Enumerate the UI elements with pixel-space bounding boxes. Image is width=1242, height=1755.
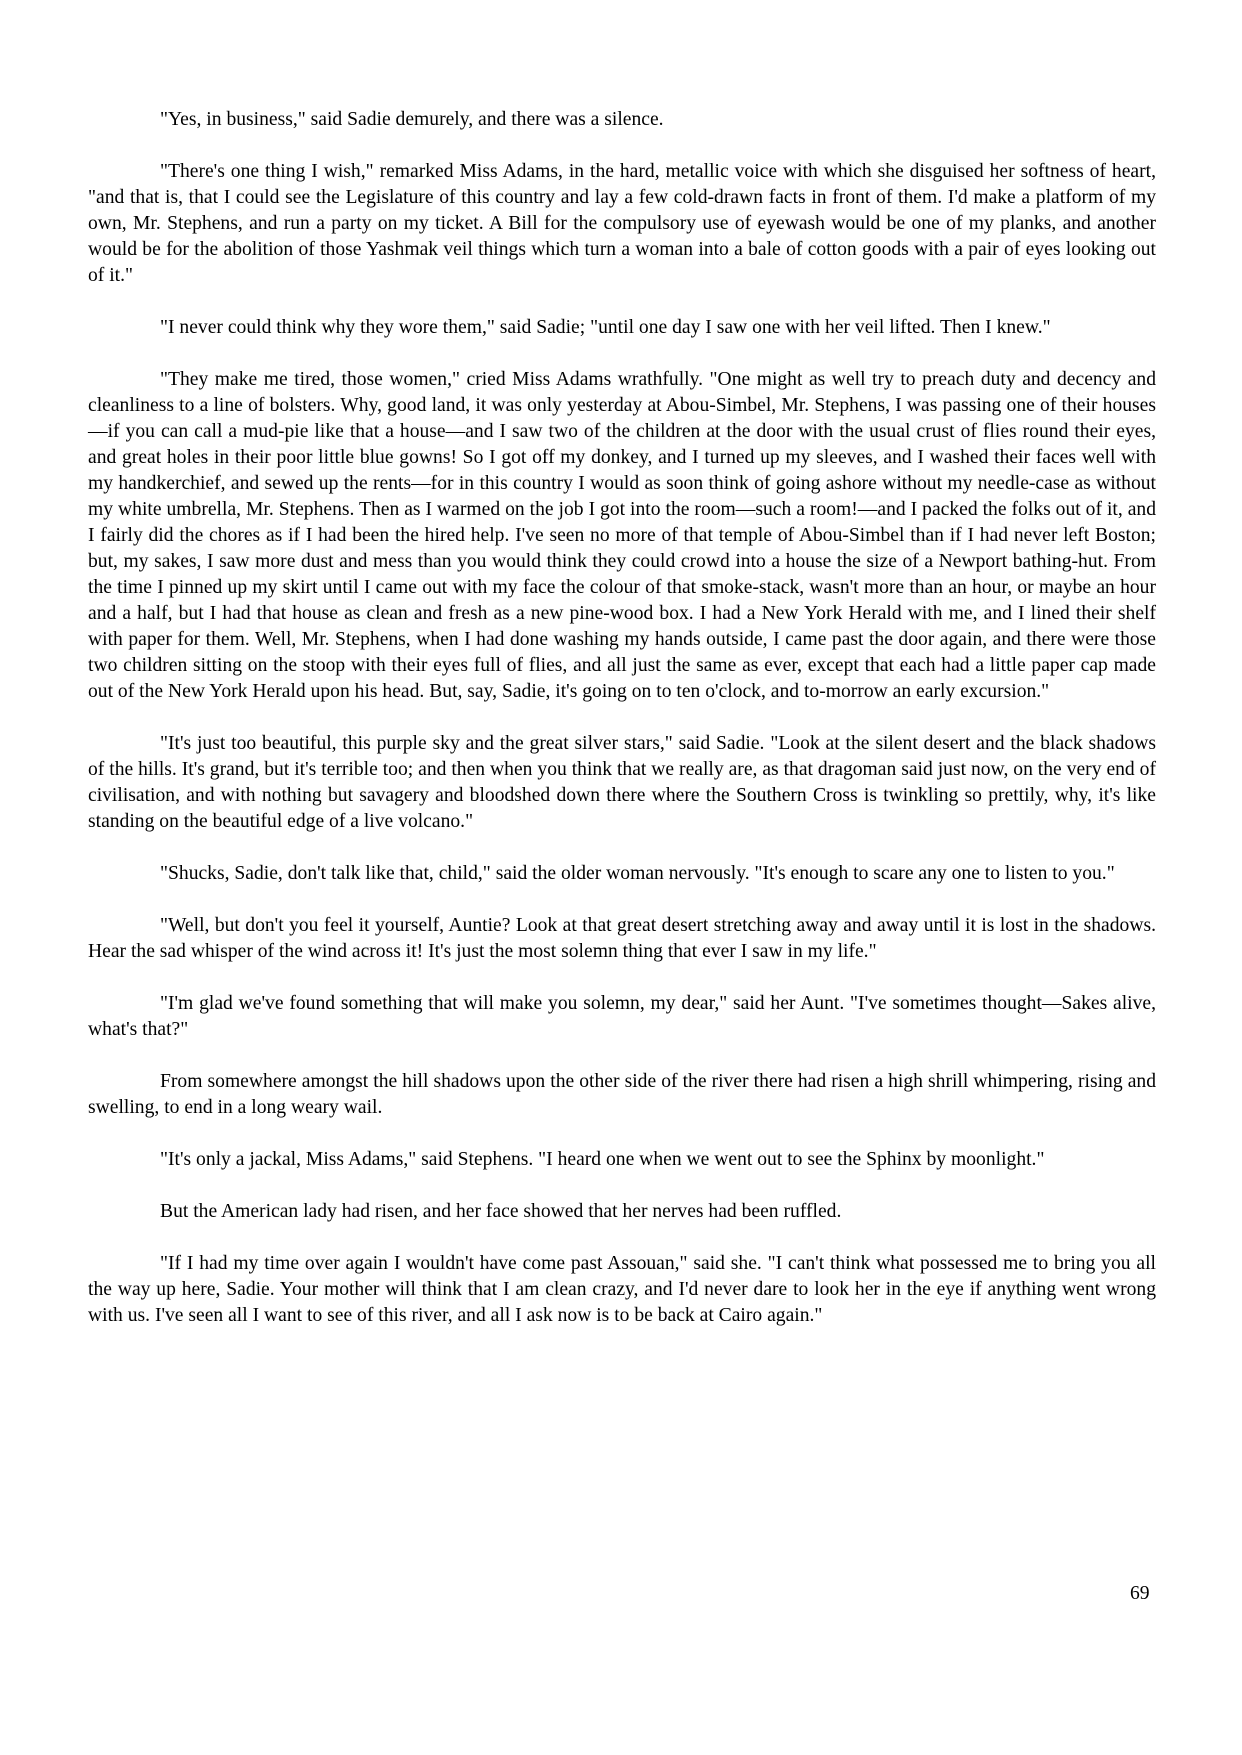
paragraph-4: "They make me tired, those women," cried Miss Adams wrathfully. "One might as well try to preach duty and decency and cleanliness to a line of bolsters. Why, good land, it was only yesterday at Abou-Simbel, Mr. Stephens, I was passing one of their houses—if you can call a mud-pie like that a house—and I saw two of the children at the door with the usual crust of flies round their eyes, and great holes in their poor little blue gowns! So I got off my donkey, and I turned up my sleeves, and I washed their faces well with my handkerchief, and sewed up the rents—for in this country I would as soon think of going ashore without my needle-case as without my white umbrella, Mr. Stephens. Then as I warmed on the job I got into the room—such a room!—and I packed the folks out of it, and I fairly did the chores as if I had been the hired help. I've seen no more of that temple of Abou-Simbel than if I had never left Boston; but, my sakes, I saw more dust and mess than you would think they could crowd into a house the size of a Newport bathing-hut. From the time I pinned up my skirt until I came out with my face the colour of that smoke-stack, wasn't more than an hour, or maybe an hour and a half, but I had that house as clean and fresh as a new pine-wood box. I had a New York Herald with me, and I lined their shelf with paper for them. Well, Mr. Stephens, when I had done washing my hands outside, I came past the door again, and there were those two children sitting on the stoop with their eyes full of flies, and all just the same as ever, except that each had a little paper cap made out of the New York Herald upon his head. But, say, Sadie, it's going on to ten o'clock, and to-morrow an early excursion." bbox=[88, 369, 1156, 702]
paragraph-11: But the American lady had risen, and her face showed that her nerves had been ruffled. bbox=[160, 1201, 842, 1222]
paragraph-10: "It's only a jackal, Miss Adams," said Stephens. "I heard one when we went out to see the Sphinx by moonlight." bbox=[160, 1149, 1045, 1170]
paragraph-9: From somewhere amongst the hill shadows upon the other side of the river there had risen a high shrill whimpering, rising and swelling, to end in a long weary wail. bbox=[88, 1071, 1156, 1118]
paragraph-12: "If I had my time over again I wouldn't have come past Assouan," said she. "I can't think what possessed me to bring you all the way up here, Sadie. Your mother will think that I am clean crazy, and I'd never dare to look her in the eye if anything went wrong with us. I've seen all I want to see of this river, and all I ask now is to be back at Cairo again." bbox=[88, 1253, 1156, 1326]
paragraph-2: "There's one thing I wish," remarked Miss Adams, in the hard, metallic voice with which she disguised her softness of heart, "and that is, that I could see the Legislature of this country and lay a few cold-drawn facts in front of them. I'd make a platform of my own, Mr. Stephens, and run a party on my ticket. A Bill for the compulsory use of eyewash would be one of my planks, and another would be for the abolition of those Yashmak veil things which turn a woman into a bale of cotton goods with a pair of eyes looking out of it." bbox=[88, 161, 1156, 286]
paragraph-5: "It's just too beautiful, this purple sky and the great silver stars," said Sadie. "Look at the silent desert and the black shadows of the hills. It's grand, but it's terrible too; and then when you think that we really are, as that dragoman said just now, on the very end of civilisation, and with nothing but savagery and bloodshed down there where the Southern Cross is twinkling so prettily, why, it's like standing on the beautiful edge of a live volcano." bbox=[88, 733, 1156, 832]
page-body bbox=[88, 107, 1156, 1355]
paragraph-8: "I'm glad we've found something that will make you solemn, my dear," said her Aunt. "I've sometimes thought—Sakes alive, what's that?" bbox=[88, 993, 1156, 1040]
paragraph-1: "Yes, in business," said Sadie demurely, and there was a silence. bbox=[160, 109, 664, 130]
paragraph-7: "Well, but don't you feel it yourself, Auntie? Look at that great desert stretching away and away until it is lost in the shadows. Hear the sad whisper of the wind across it! It's just the most solemn thing that ever I saw in my life." bbox=[88, 915, 1156, 962]
paragraph-3: "I never could think why they wore them," said Sadie; "until one day I saw one with her veil lifted. Then I knew." bbox=[160, 317, 1051, 338]
paragraph-6: "Shucks, Sadie, don't talk like that, child," said the older woman nervously. "It's enough to scare any one to listen to you." bbox=[160, 863, 1115, 884]
page-number: 69 bbox=[1130, 1583, 1150, 1604]
